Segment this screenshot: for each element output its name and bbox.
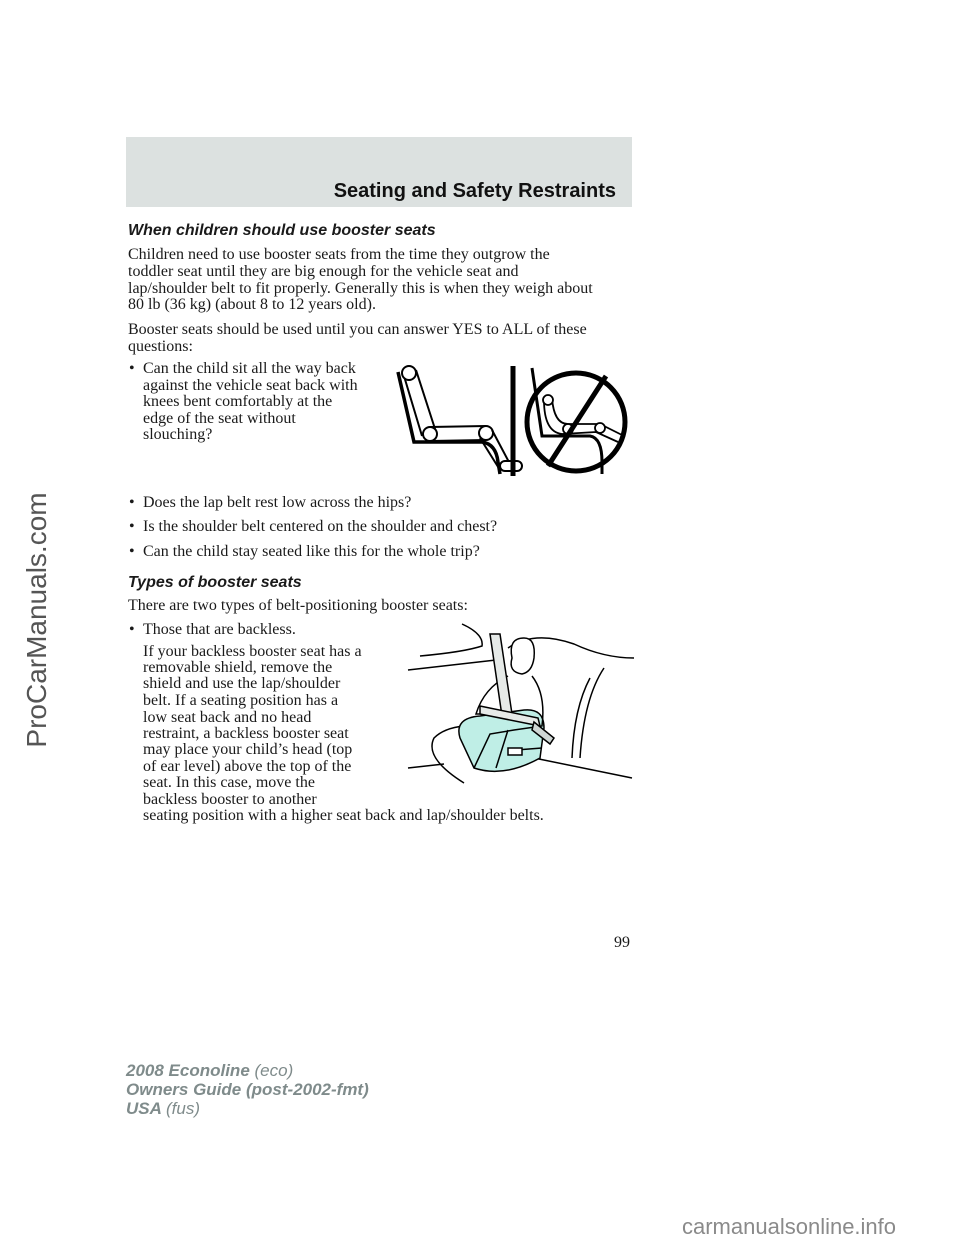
paragraph-line: Booster seats should be used until you can answer YES to ALL of these xyxy=(128,321,587,338)
section-title: Seating and Safety Restraints xyxy=(333,180,616,202)
paragraph-line: seating position with a higher seat back and lap/shoulder belts. xyxy=(143,807,544,824)
footer-market: USA xyxy=(126,1099,162,1118)
bullet-dot: • xyxy=(129,621,135,638)
paragraph-line: toddler seat until they are big enough for the vehicle seat and xyxy=(128,263,519,280)
footer-line-1 xyxy=(126,1061,293,1080)
bullet-line: against the vehicle seat back with xyxy=(143,377,358,394)
footer-model-code: (eco) xyxy=(254,1061,294,1080)
paragraph-line: low seat back and no head xyxy=(143,709,312,726)
paragraph-line: 80 lb (36 kg) (about 8 to 12 years old). xyxy=(128,296,376,313)
paragraph-line: backless booster to another xyxy=(143,791,317,808)
seating-posture-illustration xyxy=(392,362,632,478)
heading-when-booster: When children should use booster seats xyxy=(128,222,436,239)
paragraph-line: If your backless booster seat has a xyxy=(143,643,362,660)
paragraph-line: There are two types of belt-positioning booster seats: xyxy=(128,597,468,614)
bullet-line: Is the shoulder belt centered on the shoulder and chest? xyxy=(143,518,498,535)
paragraph-line: shield and use the lap/shoulder xyxy=(143,675,341,692)
paragraph-line: removable shield, remove the xyxy=(143,659,333,676)
bullet-dot: • xyxy=(129,518,135,535)
bullet-line: Does the lap belt rest low across the hips? xyxy=(143,494,412,511)
bottom-watermark: carmanualsonline.info xyxy=(682,1214,897,1239)
backless-booster-illustration xyxy=(404,618,636,784)
paragraph-line: lap/shoulder belt to fit properly. Generally this is when they weigh about xyxy=(128,280,593,297)
footer-model: 2008 Econoline xyxy=(126,1061,250,1080)
paragraph-line: restraint, a backless booster seat xyxy=(143,725,349,742)
paragraph-line: belt. If a seating position has a xyxy=(143,692,339,709)
bullet-dot: • xyxy=(129,494,135,511)
footer-line-3 xyxy=(126,1099,200,1118)
paragraph-line: seat. In this case, move the xyxy=(143,774,315,791)
bullet-line: knees bent comfortably at the xyxy=(143,393,333,410)
footer-market-code: (fus) xyxy=(166,1099,200,1118)
bullet-line: Can the child sit all the way back xyxy=(143,360,356,377)
paragraph-line: Children need to use booster seats from the time they outgrow the xyxy=(128,246,550,263)
footer-line-2: Owners Guide (post-2002-fmt) xyxy=(126,1080,369,1099)
bullet-line: edge of the seat without xyxy=(143,410,296,427)
paragraph-line: may place your child’s head (top xyxy=(143,741,353,758)
page-number: 99 xyxy=(614,934,630,951)
paragraph-line: of ear level) above the top of the xyxy=(143,758,352,775)
bullet-line: slouching? xyxy=(143,426,213,443)
heading-types-booster: Types of booster seats xyxy=(128,574,302,591)
side-watermark: ProCarManuals.com xyxy=(21,492,52,748)
paragraph-line: questions: xyxy=(128,338,193,355)
bullet-dot: • xyxy=(129,360,135,377)
bullet-line: Can the child stay seated like this for the whole trip? xyxy=(143,543,480,560)
section-header-band xyxy=(126,137,632,207)
bullet-dot: • xyxy=(129,543,135,560)
bullet-line: Those that are backless. xyxy=(143,621,296,638)
